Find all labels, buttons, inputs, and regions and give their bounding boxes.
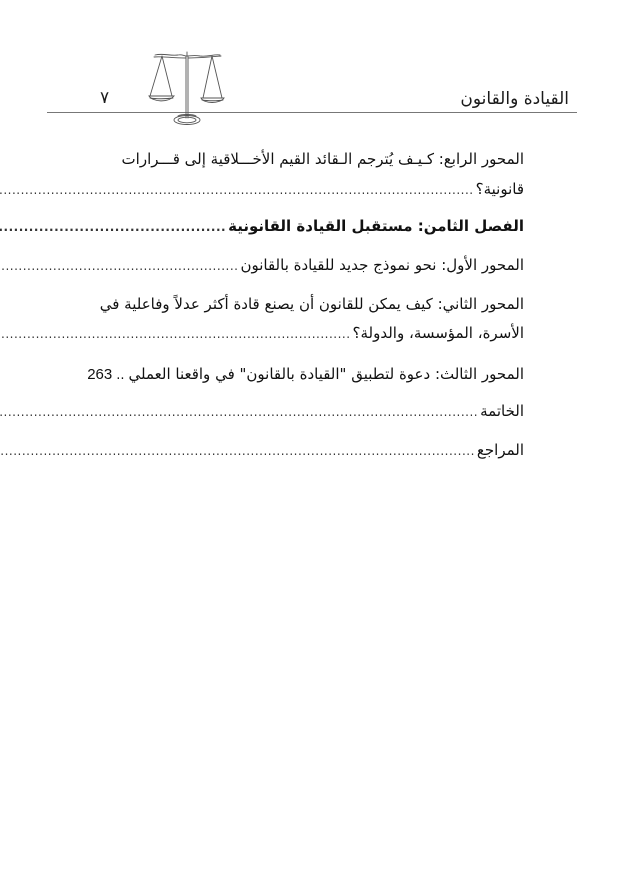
toc-entry-title-cont: قانونية؟ (475, 180, 524, 198)
page-header (0, 0, 627, 120)
toc-entry[interactable] (118, 398, 524, 424)
toc-entry-title: الخاتمة (480, 402, 524, 420)
toc-entry[interactable] (118, 252, 524, 278)
toc-entry-title: الفصل الثامن: مستقبل القيادة القانونية (228, 217, 524, 235)
toc-entry-title-cont: الأسرة، المؤسسة، والدولة؟ (352, 324, 524, 342)
toc-entry-title: المراجع (476, 441, 524, 459)
toc-entry[interactable] (118, 176, 524, 202)
running-title: القيادة والقانون (460, 89, 569, 109)
toc-entry-title: المحور الأول: نحو نموذج جديد للقيادة بالقانون (240, 256, 524, 274)
dot-leader (0, 177, 474, 203)
toc-entry-title: المحور الثالث: دعوة لتطبيق "القيادة بالقانون" في واقعنا العملي (128, 365, 524, 383)
dot-leader (0, 399, 478, 425)
scales-of-justice-icon (148, 48, 228, 126)
header-rule (47, 112, 577, 113)
dot-leader (0, 253, 238, 279)
toc-entry-line (118, 146, 524, 172)
toc-entry[interactable] (118, 320, 524, 346)
toc-entry[interactable] (118, 437, 524, 463)
toc-entry[interactable] (87, 361, 524, 387)
toc-entry-chapter[interactable] (118, 213, 524, 239)
page-number: ٧ (100, 88, 110, 108)
toc-entry-line (99, 291, 524, 317)
dot-leader (0, 214, 226, 240)
toc-entry-title[interactable]: المحور الرابع: كـيـف يُترجم الـقائد القيم الأخـــلاقية إلى قـــرارات (121, 150, 524, 168)
dot-leader (0, 438, 475, 464)
dot-leader-short: .. (116, 368, 125, 383)
toc-entry-title[interactable]: المحور الثاني: كيف يمكن للقانون أن يصنع قادة أكثر عدلاً وفاعلية في (99, 295, 524, 313)
dot-leader (0, 321, 351, 347)
toc-page-number: 263 (87, 366, 113, 383)
